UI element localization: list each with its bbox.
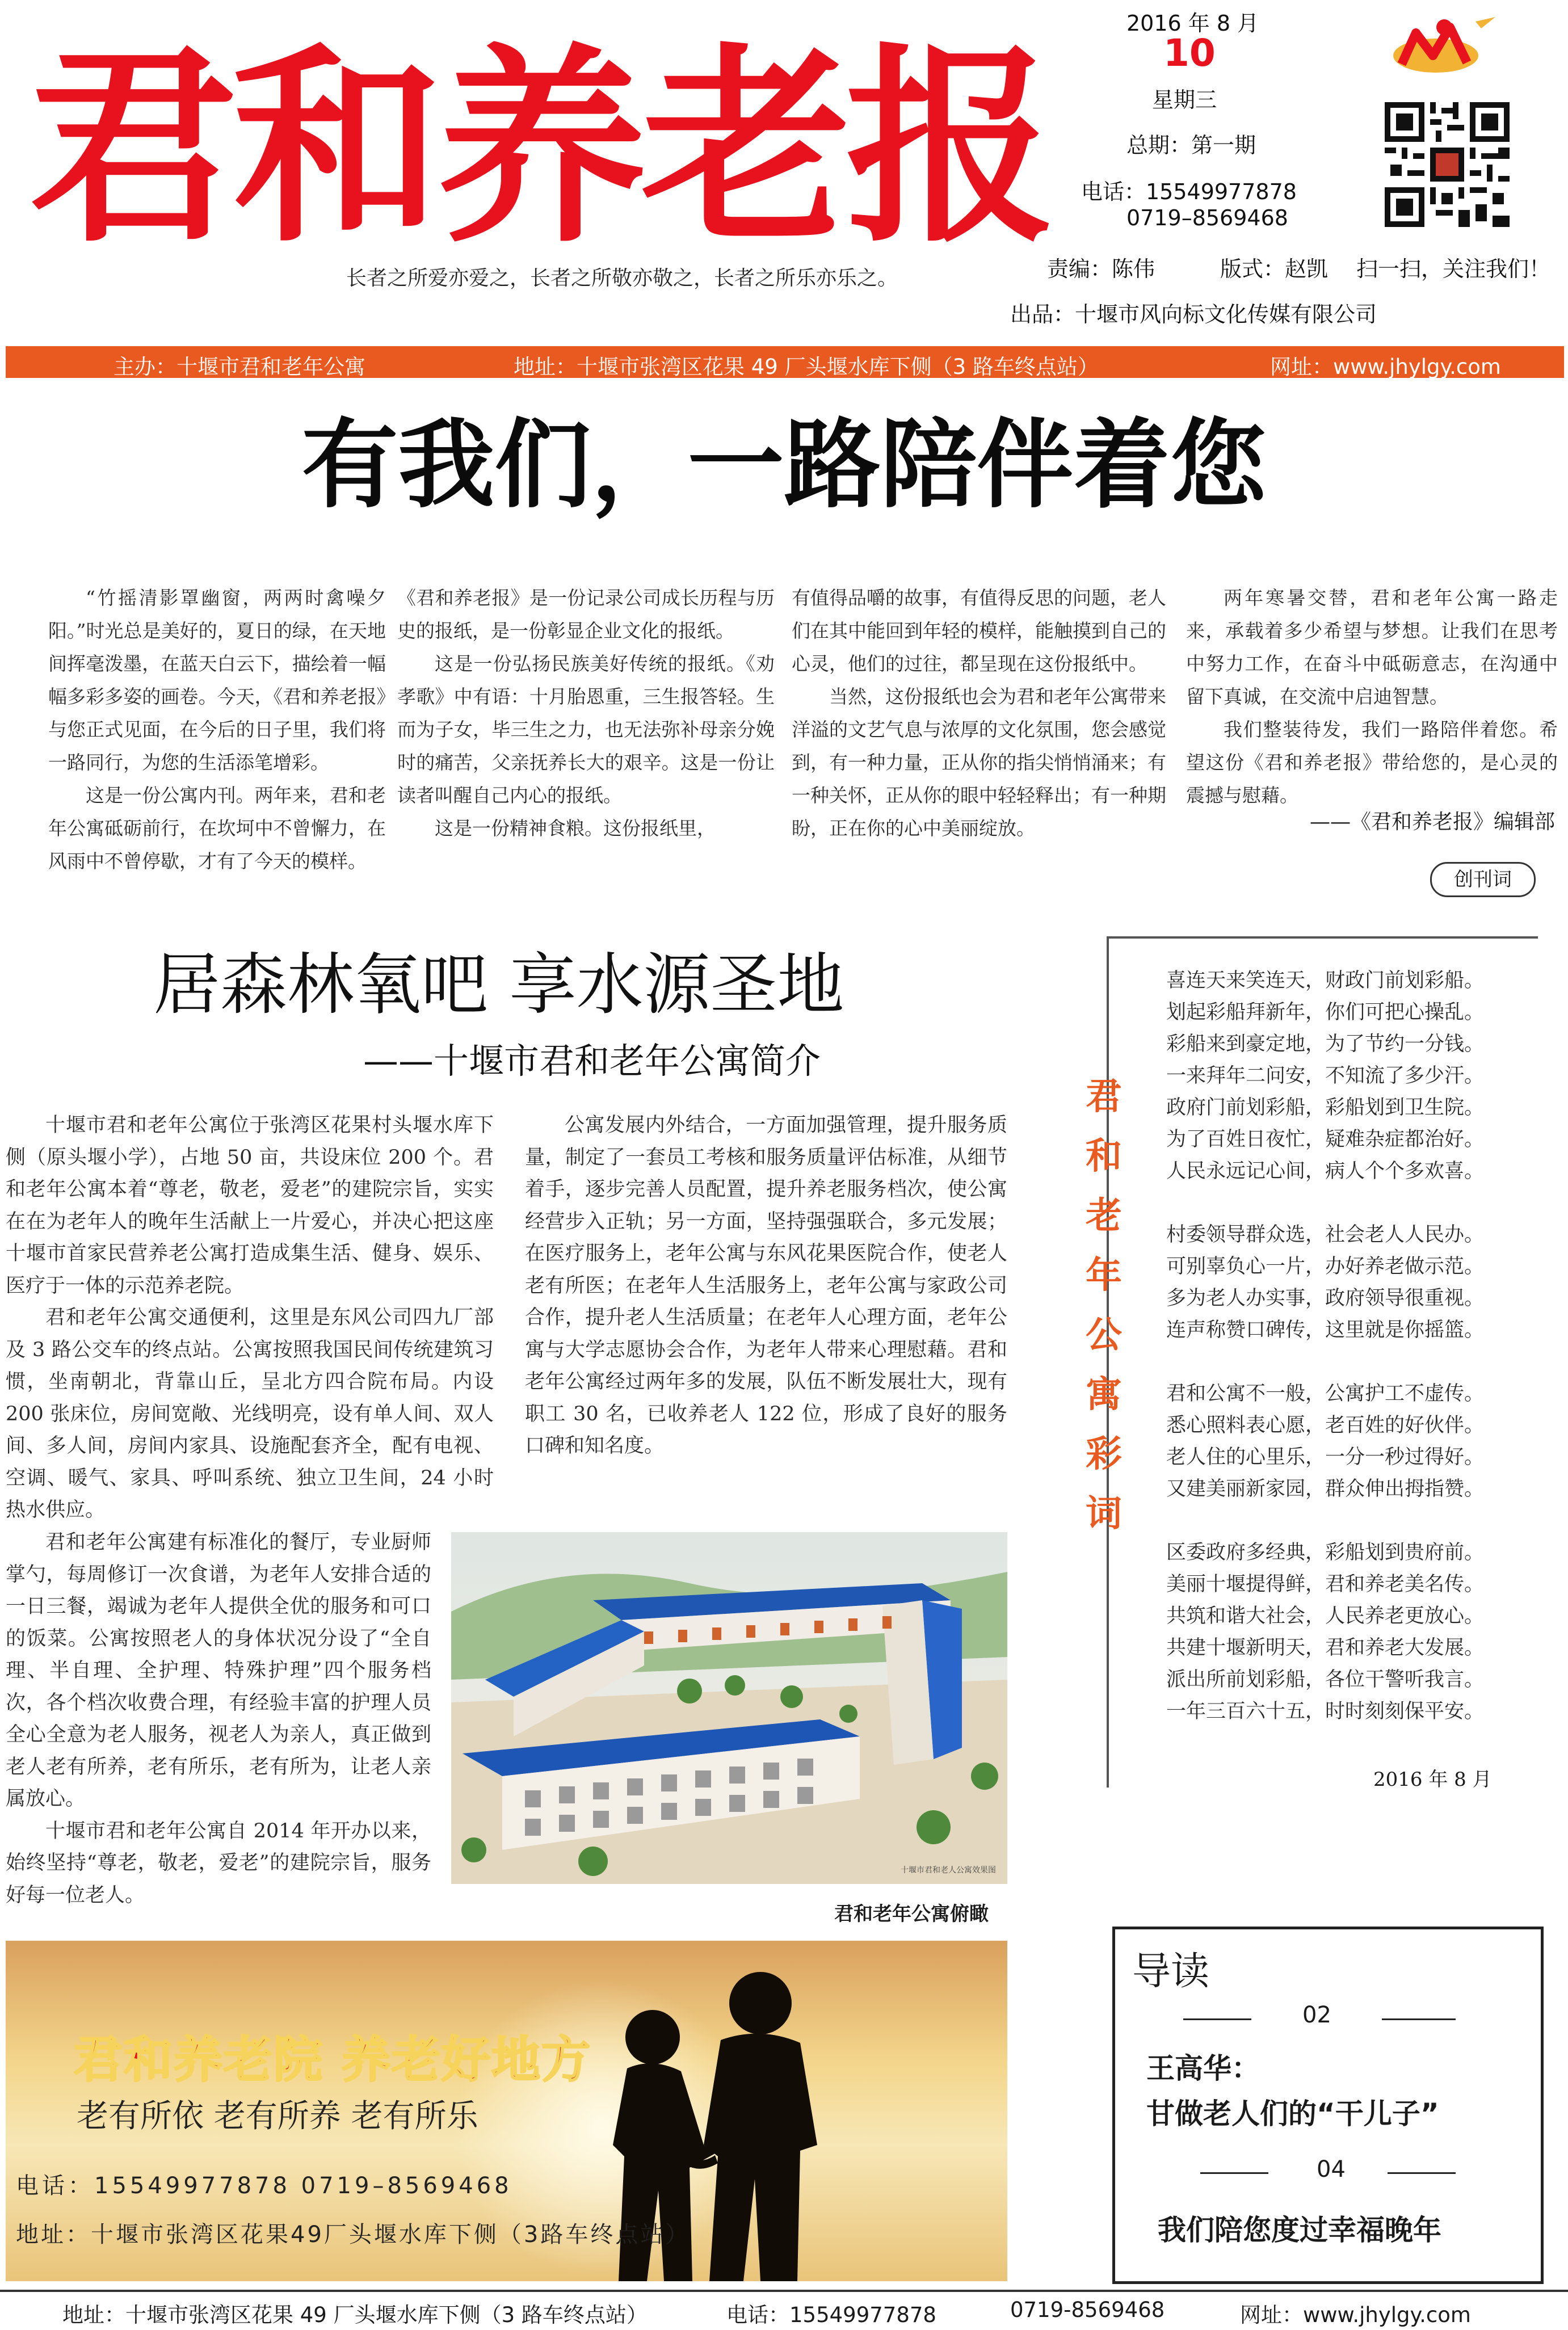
- advert-phone: 电话：15549977878 0719–8569468: [16, 2173, 512, 2199]
- poem-title-char: 老: [1086, 1195, 1122, 1237]
- guide-item-1-line-2[interactable]: 甘做老人们的“干儿子”: [1146, 2097, 1439, 2130]
- guide-title: 导读: [1132, 1949, 1210, 1994]
- poem-line: 政府门前划彩船，彩船划到卫生院。: [1166, 1096, 1485, 1119]
- editorial-paragraph: 当然，这份报纸也会为君和老年公寓带来洋溢的文艺气息与浓厚的文化氛围，您会感觉到，有一种力量，正从你的指尖悄悄涌来；有一种关怀，正从你的眼中轻轻释出；有一种期盼，正在你的心中美丽绽放。: [792, 685, 1166, 839]
- editorial-col-4: [1186, 582, 1558, 812]
- staff-publisher: 出品：十堰市风向标文化传媒有限公司: [1010, 302, 1377, 327]
- poem-line: 连声称赞口碑传，这里就是你摇篮。: [1166, 1319, 1485, 1341]
- apartment-aerial-photo: [451, 1532, 1007, 1884]
- editorial-col-1: [48, 582, 386, 878]
- guide-rule: [1183, 2018, 1251, 2020]
- poem-title-char: 彩: [1086, 1433, 1122, 1475]
- masthead-motto: 长者之所爱亦爱之，长者之所敬亦敬之，长者之所乐亦乐之。: [346, 267, 898, 290]
- poem-line: 一年三百六十五，时时刻刻保平安。: [1166, 1700, 1485, 1723]
- issue-phone: 电话：15549977878: [1081, 179, 1297, 204]
- poem-line: 共建十堰新明天，君和养老大发展。: [1166, 1637, 1485, 1659]
- editorial-paragraph: 两年寒暑交替，君和老年公寓一路走来，承载着多少希望与梦想。让我们在思考中努力工作，在奋斗中砥砺意志，在沟通中留下真诚，在交流中启迪智慧。: [1186, 587, 1558, 708]
- advert-address: 地址：十堰市张湾区花果49厂头堰水库下侧（3路车终点站）: [16, 2222, 691, 2248]
- poem-date: 2016 年 8 月: [1373, 1768, 1492, 1791]
- poem-line: 可别辜负心一片，办好养老做示范。: [1166, 1255, 1485, 1278]
- masthead-title: 君和养老报: [28, 24, 1050, 271]
- editorial-col-2: [397, 582, 775, 845]
- poem-stanza: [1166, 1537, 1563, 1727]
- guide-page-number[interactable]: 02: [1302, 2002, 1331, 2028]
- poem-title-char: 年: [1086, 1254, 1122, 1297]
- editorial-paragraph: 《君和养老报》是一份记录公司成长历程与历史的报纸，是一份彰显企业文化的报纸。: [397, 587, 775, 642]
- editorial-paragraph: 我们整装待发，我们一路陪伴着您。希望这份《君和养老报》带给您的，是心灵的震撼与慰藉。: [1186, 718, 1558, 806]
- poem-title-char: 词: [1086, 1492, 1122, 1535]
- page-footer: [0, 2290, 1568, 2330]
- poem-line: 划起彩船拜新年，你们可把心操乱。: [1166, 1001, 1485, 1024]
- info-bar-website[interactable]: 网址：www.jhylgy.com: [1270, 355, 1501, 379]
- poem-line: 美丽十堰提得鲜，君和养老美名传。: [1166, 1573, 1485, 1596]
- info-bar-host: 主办：十堰市君和老年公寓: [113, 355, 365, 379]
- advert-slogan: 君和养老院 养老好地方: [74, 2032, 591, 2088]
- editorial-paragraph: 这是一份精神食粮。这份报纸里，: [435, 817, 716, 839]
- issue-day: 10: [1163, 31, 1216, 75]
- guide-page-number[interactable]: 04: [1317, 2156, 1346, 2182]
- poem-line: 彩船来到豪定地，为了节约一分钱。: [1166, 1033, 1485, 1055]
- advert-banner: [6, 1941, 1007, 2281]
- poem-line: 又建美丽新家园，群众伸出拇指赞。: [1166, 1478, 1485, 1500]
- info-bar-address: 地址：十堰市张湾区花果 49 厂头堰水库下侧（3 路车终点站）: [514, 355, 1099, 379]
- guide-item-2[interactable]: 我们陪您度过幸福晚年: [1158, 2214, 1441, 2247]
- intro-paragraph: 十堰市君和老年公寓位于张湾区花果村头堰水库下侧（原头堰小学），占地 50 亩，共设床位 200 个。君和老年公寓本着“尊老，敬老，爱老”的建院宗旨，实实在在为老年人的晚年生活献上一片爱心，并决心把这座十堰市首家民营养老公寓打造成集生活、健身、娱乐、医疗于一体的示范养老院。: [6, 1114, 494, 1297]
- intro-paragraph: 公寓发展内外结合，一方面加强管理，提升服务质量，制定了一套员工考核和服务质量评估标准，从细节着手，逐步完善人员配置，提升养老服务档次，使公寓经营步入正轨；另一方面，坚持强强联合，多元发展；在医疗服务上，老年公寓与东风花果医院合作，使老人老有所医；在老年人生活服务上，老年公寓与家政公司合作，提升老人生活质量；在老年人心理方面，老年公寓与大学志愿协会合作，为老年人带来心理慰藉。君和老年公寓经过两年多的发展，队伍不断发展壮大，现有职工 30 名，已收养老人 122 位，形成了良好的服务口碑和知名度。: [525, 1114, 1007, 1457]
- poem-title-char: 和: [1086, 1135, 1122, 1177]
- poem-line: 老人住的心里乐，一分一秒过得好。: [1166, 1446, 1485, 1469]
- poem-stanza: [1166, 965, 1563, 1187]
- photo-watermark: 十堰市君和老人公寓效果图: [901, 1866, 996, 1875]
- intro-title: 居森林氧吧 享水源圣地: [153, 945, 844, 1024]
- editorial-signature: ——《君和养老报》编辑部: [1309, 810, 1555, 834]
- staff-layout: 版式：赵凯: [1220, 256, 1329, 281]
- brand-logo-icon: [1390, 10, 1498, 78]
- intro-col-1: [6, 1109, 494, 1526]
- guide-item-1-line-1[interactable]: 王高华：: [1146, 2052, 1260, 2085]
- footer-address: 地址：十堰市张湾区花果 49 厂头堰水库下侧（3 路车终点站）: [62, 2303, 648, 2327]
- editorial-paragraph: 这是一份公寓内刊。两年来，君和老年公寓砥砺前行，在坎坷中不曾懈力，在风雨中不曾停歇，才有了今天的模样。: [48, 784, 386, 872]
- editorial-paragraph: 这是一份弘扬民族美好传统的报纸。《劝孝歌》中有语：十月胎恩重，三生报答轻。生而为子女，毕三生之力，也无法弥补母亲分娩时的痛苦，父亲抚养长大的艰辛。这是一份让读者叫醒自己内心的报纸。: [397, 653, 775, 806]
- page-headline: 有我们，一路陪伴着您: [301, 409, 1267, 521]
- poem-line: 一来拜年二问安，不知流了多少汗。: [1166, 1065, 1485, 1087]
- editorial-paragraph: “竹摇清影罩幽窗，两两时禽噪夕阳。”时光总是美好的，夏日的绿，在天地间挥毫泼墨，在蓝天白云下，描绘着一幅幅多彩多姿的画卷。今天，《君和养老报》与您正式见面，在今后的日子里，我们将一路同行，为您的生活添笔增彩。: [48, 587, 386, 773]
- intro-subtitle: ——十堰市君和老年公寓简介: [363, 1040, 821, 1082]
- poem-line: 村委领导群众选，社会老人人民办。: [1166, 1223, 1485, 1246]
- editorial-tag: 创刊词: [1430, 862, 1536, 897]
- issue-weekday: 星期三: [1152, 87, 1217, 112]
- intro-paragraph: 十堰市君和老年公寓自 2014 年开办以来，始终坚持“尊老，敬老，爱老”的建院宗旨，服务好每一位老人。: [6, 1819, 431, 1907]
- poem-line: 喜连天来笑连天，财政门前划彩船。: [1166, 969, 1485, 992]
- staff-editor: 责编：陈伟: [1047, 256, 1155, 281]
- apartment-illustration: [451, 1532, 1007, 1884]
- poem-title-char: 寓: [1086, 1373, 1122, 1416]
- reading-guide: [1112, 1927, 1544, 2284]
- poem-vertical-title: [1073, 1067, 1135, 1543]
- footer-website[interactable]: 网址：www.jhylgy.com: [1240, 2303, 1471, 2327]
- poem-title-char: 君: [1086, 1075, 1122, 1118]
- poem-title-char: 公: [1086, 1314, 1122, 1356]
- intro-paragraph: 君和老年公寓建有标准化的餐厅，专业厨师掌勺，每周修订一次食谱，为老年人安排合适的一日三餐，竭诚为老年人提供全优的服务和可口的饭菜。公寓按照老人的身体状况分设了“全自理、半自理、全护理、特殊护理”四个服务档次，各个档次收费合理，有经验丰富的护理人员全心全意为老人服务，视老人为亲人，真正做到老人老有所养，老有所乐，老有所为，让老人亲属放心。: [6, 1531, 431, 1810]
- poem-line: 区委政府多经典，彩船划到贵府前。: [1166, 1541, 1485, 1564]
- photo-caption: 君和老年公寓俯瞰: [834, 1903, 989, 1925]
- guide-rule: [1382, 2018, 1456, 2020]
- poem-line: 派出所前划彩船，各位干警听我言。: [1166, 1668, 1485, 1691]
- guide-rule: [1200, 2172, 1268, 2174]
- poem-line: 共筑和谐大社会，人民养老更放心。: [1166, 1605, 1485, 1627]
- staff-scan: 扫一扫，关注我们！: [1356, 256, 1551, 281]
- info-bar: [6, 346, 1564, 378]
- poem-stanza: [1166, 1219, 1563, 1346]
- intro-paragraph: 君和老年公寓交通便利，这里是东风公司四九厂部及 3 路公交车的终点站。公寓按照我国民间传统建筑习惯，坐南朝北，背靠山丘，呈北方四合院布局。内设 200 张床位，房间宽敞、光线明亮，设有单人间、双人间、多人间，房间内家具、设施配套齐全，配有电视、空调、暖气、家具、呼叫系统、独立卫生间，24 小时热水供应。: [6, 1306, 494, 1521]
- poem-line: 为了百姓日夜忙，疑难杂症都治好。: [1166, 1128, 1485, 1151]
- poem-line: 悉心照料表心愿，老百姓的好伙伴。: [1166, 1414, 1485, 1437]
- editorial-col-3: [792, 582, 1166, 845]
- poem-line: 多为老人办实事，政府领导很重视。: [1166, 1287, 1485, 1310]
- issue-total: 总期：第一期: [1126, 133, 1256, 158]
- poem-line: 人民永远记心间，病人个个多欢喜。: [1166, 1160, 1485, 1183]
- advert-subslogan: 老有所依 老有所养 老有所乐: [77, 2098, 478, 2135]
- intro-col-2: [525, 1109, 1007, 1462]
- guide-rule: [1388, 2172, 1456, 2174]
- qr-code-icon[interactable]: [1385, 102, 1510, 227]
- editorial-paragraph: 有值得品嚼的故事，有值得反思的问题，老人们在其中能回到年轻的模样，能触摸到自己的心灵，他们的过往，都呈现在这份报纸中。: [792, 587, 1166, 675]
- poem-body: [1166, 965, 1563, 1759]
- footer-phone2: 0719-8569468: [1010, 2298, 1165, 2322]
- intro-col-1b: [6, 1526, 431, 1911]
- issue-phone2: 0719–8569468: [1126, 205, 1288, 230]
- poem-stanza: [1166, 1378, 1563, 1505]
- footer-phone: 电话：15549977878: [726, 2303, 936, 2327]
- poem-line: 君和公寓不一般，公寓护工不虚传。: [1166, 1382, 1485, 1405]
- issue-year-month: 2016 年 8 月: [1126, 11, 1259, 36]
